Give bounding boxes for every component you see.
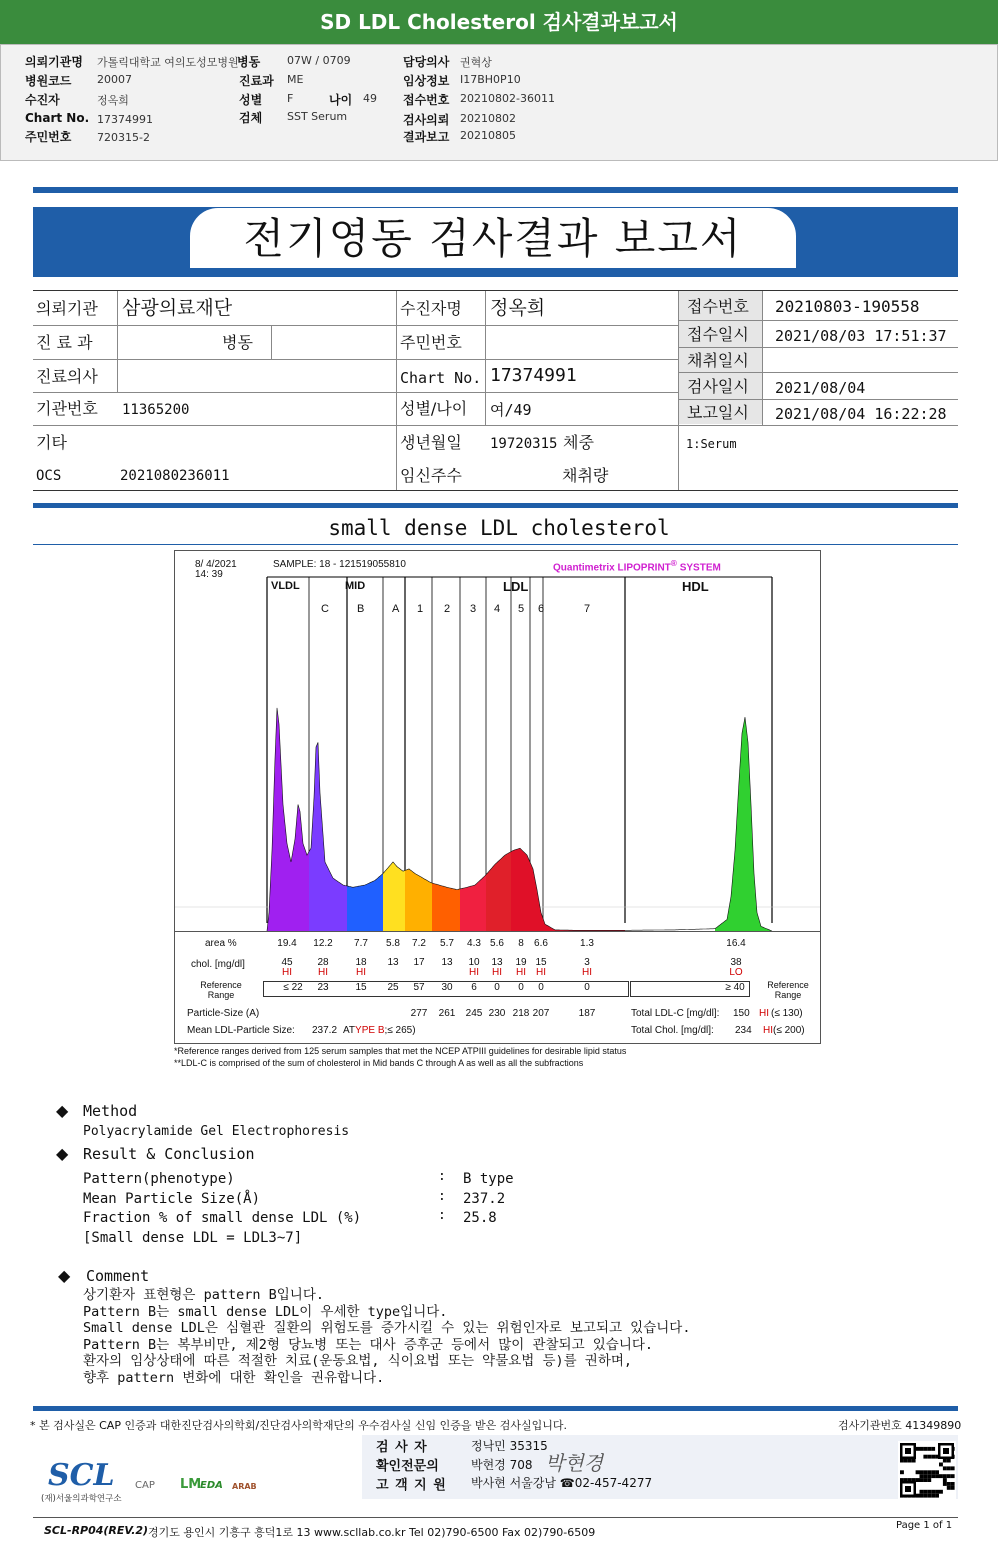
result-value: B type — [463, 1171, 514, 1187]
particle-size-value: 218 — [512, 1008, 530, 1019]
flag-value: HI — [492, 967, 502, 978]
field-value: 720315-2 — [97, 131, 150, 144]
band-label: 2 — [444, 603, 451, 615]
ref-range-right: Reference Range — [767, 980, 809, 1000]
chol-value: 13 — [491, 957, 503, 968]
method-text: Polyacrylamide Gel Electrophoresis — [83, 1124, 350, 1139]
particle-size-value: 230 — [488, 1008, 506, 1019]
chol-value: 17 — [413, 957, 425, 968]
table-rule — [33, 290, 958, 291]
field-label: 진료과 — [239, 74, 274, 88]
page-number: Page 1 of 1 — [896, 1520, 953, 1531]
comment-title: Comment — [86, 1267, 150, 1285]
band-area — [309, 742, 347, 931]
staff-panel — [362, 1435, 958, 1499]
chart-time: 14: 39 — [195, 569, 223, 580]
field-label: 병동 — [237, 55, 261, 69]
label-report-dt: 보고일시 — [687, 403, 749, 422]
chart-date: 8/ 4/2021 — [195, 559, 237, 570]
label-volume: 채취량 — [562, 466, 609, 485]
chart-brand-suffix: SYSTEM — [679, 562, 721, 574]
atype-suffix: ;≤ 265) — [384, 1025, 416, 1036]
label-sex-age: 성별/나이 — [400, 399, 468, 418]
chart-footnote-1: *Reference ranges derived from 125 serum samples that met the NCEP ATPIII guidelines for desirable lipid status — [174, 1046, 627, 1056]
label-weight: 체중 — [563, 433, 594, 452]
field-label: 주민번호 — [25, 130, 72, 144]
area-value: 5.6 — [490, 938, 504, 949]
band-area — [460, 875, 486, 931]
table-rule — [117, 291, 118, 392]
band-label: B — [357, 603, 365, 615]
table-rule — [678, 347, 958, 348]
band-area — [405, 869, 432, 931]
atype-prefix: AT — [343, 1025, 356, 1036]
chol-value: 15 — [535, 957, 547, 968]
ref-value: 15 — [355, 982, 367, 993]
field-value: F — [287, 92, 294, 105]
area-value: 4.3 — [467, 938, 481, 949]
diamond-icon: ◆ — [56, 1144, 69, 1163]
signature: 박현경 — [545, 1451, 603, 1475]
particle-size-value: 245 — [465, 1008, 483, 1019]
value-dept: 병동 — [222, 333, 253, 352]
label-institution: 의뢰기관 — [36, 299, 98, 318]
flag-value: HI — [536, 967, 546, 978]
footer-address: 경기도 용인시 기흥구 흥덕1로 13 www.scllab.co.kr Tel 02)790-6500 Fax 02)790-6509 — [148, 1526, 596, 1539]
eda-badge: EDA — [200, 1480, 223, 1491]
table-rule — [33, 325, 678, 326]
area-value: 1.3 — [580, 938, 594, 949]
table-rule — [678, 372, 958, 373]
row-label-size: Particle-Size (A) — [187, 1008, 260, 1019]
result-label: Mean Particle Size(Å) — [83, 1191, 261, 1207]
table-rule — [396, 291, 397, 490]
field-value: 20210802 — [460, 112, 516, 125]
chol-value: 45 — [281, 957, 293, 968]
qr-code-icon — [898, 1441, 956, 1499]
area-value: 19.4 — [277, 938, 297, 949]
field-label: 검사의뢰 — [403, 113, 450, 127]
section-title: small dense LDL cholesterol — [328, 516, 670, 540]
field-value: 20210805 — [460, 129, 516, 142]
ref-value: 57 — [413, 982, 425, 993]
table-rule — [678, 291, 679, 490]
field-value: SST Serum — [287, 110, 348, 123]
field-value: 20210802-36011 — [460, 92, 555, 105]
label-collect: 채취일시 — [687, 351, 749, 370]
staff-role: 검 사 자 — [376, 1440, 428, 1455]
value-specimen: 1:Serum — [686, 437, 737, 451]
banner-rule — [33, 187, 958, 193]
area-value: 5.8 — [386, 938, 400, 949]
chart-brand-name: Quantimetrix LIPOPRINT — [553, 562, 671, 574]
field-value: 07W / 0709 — [287, 54, 351, 67]
cert-note: * 본 검사실은 CAP 인증과 대한진단검사의학회/진단검사의학재단의 우수검사실 신임 인증을 받은 검사실입니다. — [30, 1419, 568, 1432]
chart-brand-mark: ® — [670, 558, 677, 568]
comment-line: Pattern B는 복부비만, 제2형 당뇨병 또는 대사 증후군 등에서 많이 관찰되고 있습니다. — [83, 1336, 654, 1353]
band-label: 6 — [538, 603, 545, 615]
field-label: 수진자 — [25, 93, 60, 107]
total-ldl-ref: (≤ 130) — [771, 1008, 803, 1019]
result-note: [Small dense LDL = LDL3~7] — [83, 1230, 303, 1246]
result-value: 25.8 — [463, 1210, 497, 1226]
mean-size: 237.2 — [312, 1025, 338, 1036]
table-rule — [678, 399, 958, 400]
ref-value: 23 — [317, 982, 329, 993]
value-chart-no: 17374991 — [490, 365, 577, 386]
area-value: 5.7 — [440, 938, 454, 949]
field-label: 임상정보 — [403, 74, 450, 88]
flag-value: HI — [582, 967, 592, 978]
method-title: Method — [83, 1102, 138, 1120]
band-area — [530, 862, 543, 931]
ref-value: 0 — [584, 982, 590, 993]
flag-value: HI — [516, 967, 526, 978]
atype-label — [343, 1025, 416, 1036]
field-value: ME — [287, 73, 304, 86]
result-sep: : — [438, 1169, 446, 1184]
field-label: 나이 — [329, 93, 353, 107]
report-title: 전기영동 검사결과 보고서 — [190, 208, 796, 268]
table-rule — [33, 359, 678, 360]
total-ldl-flag: HI — [759, 1008, 769, 1019]
result-value: 237.2 — [463, 1191, 506, 1207]
label-inst-no: 기관번호 — [36, 399, 98, 418]
ref-value: ≤ 22 — [283, 982, 303, 993]
comment-line: 환자의 임상상태에 따른 적절한 치료(운동요법, 식이요법 또는 약물요법 등)를 권하며, — [83, 1353, 633, 1370]
cap-badge: CAP — [135, 1480, 155, 1491]
total-ldl-label: Total LDL-C [mg/dl]: — [631, 1008, 720, 1019]
value-test-date: 2021/08/04 — [775, 379, 866, 397]
chol-value: 38 — [730, 957, 742, 968]
particle-size-value: 207 — [532, 1008, 550, 1019]
field-label: 접수번호 — [403, 93, 450, 107]
group-label: MID — [345, 580, 366, 592]
table-rule — [762, 291, 763, 425]
value-receipt-dt: 2021/08/03 17:51:37 — [775, 327, 947, 345]
result-sep: : — [438, 1189, 446, 1204]
band-label: 7 — [584, 603, 591, 615]
area-value: 6.6 — [534, 938, 548, 949]
ref-value: 30 — [441, 982, 453, 993]
document-title: SD LDL Cholesterol 검사결과보고서 — [0, 0, 998, 44]
comment-body — [83, 1287, 690, 1387]
hdl-peak — [715, 717, 772, 931]
band-area — [486, 852, 511, 931]
band-area — [347, 874, 383, 932]
chol-value: 13 — [441, 957, 453, 968]
scl-logo: SCL — [48, 1458, 115, 1493]
diamond-icon: ◆ — [58, 1266, 71, 1285]
group-label: HDL — [682, 579, 709, 594]
chol-value: 18 — [355, 957, 367, 968]
value-institution: 삼광의료재단 — [122, 297, 233, 319]
row-label-ref: Reference Range — [200, 980, 242, 1000]
table-rule — [33, 425, 958, 426]
result-label: Fraction % of small dense LDL (%) — [83, 1210, 362, 1226]
section-rule — [33, 503, 958, 508]
field-value: I17BH0P10 — [460, 73, 521, 86]
flag-value: LO — [729, 967, 743, 978]
label-ocs: OCS — [36, 468, 62, 484]
value-receipt-no: 20210803-190558 — [775, 297, 920, 316]
label-etc: 기타 — [36, 433, 67, 452]
label-receipt-dt: 접수일시 — [687, 325, 749, 344]
area-value: 8 — [518, 938, 524, 949]
total-chol-ref: (≤ 200) — [773, 1025, 805, 1036]
field-label: 검체 — [239, 111, 263, 125]
section-underline — [33, 544, 958, 545]
field-value: 20007 — [97, 73, 132, 86]
label-receipt-no: 접수번호 — [687, 297, 749, 316]
value-patient: 정옥희 — [490, 297, 546, 319]
result-label: Pattern(phenotype) — [83, 1171, 235, 1187]
label-chart-no: Chart No. — [400, 369, 482, 387]
ref-value: 0 — [518, 982, 524, 993]
field-label: Chart No. — [25, 111, 90, 125]
group-label: VLDL — [271, 580, 300, 592]
band-label: C — [321, 603, 329, 615]
field-label: 성별 — [239, 93, 263, 107]
label-patient: 수진자명 — [400, 299, 462, 318]
value-sex-age: 여/49 — [490, 401, 532, 419]
band-label: A — [392, 603, 400, 615]
form-code: SCL-RP04(REV.2) — [44, 1524, 149, 1537]
comment-line: 향후 pattern 변화에 대한 확인을 권유합니다. — [83, 1369, 385, 1386]
flag-value: HI — [356, 967, 366, 978]
field-value: 가톨릭대학교 여의도성모병원 — [97, 56, 239, 69]
staff-role: 고 객 지 원 — [376, 1478, 447, 1493]
table-rule — [33, 490, 958, 491]
comment-line: Small dense LDL은 심혈관 질환의 위험도를 증가시킬 수 있는 위험인자로 보고되고 있습니다. — [83, 1320, 691, 1337]
electrophoresis-chart — [174, 550, 821, 1044]
chol-value: 13 — [387, 957, 399, 968]
table-rule — [678, 320, 958, 321]
ref-value: ≥ 40 — [725, 982, 745, 993]
chart-sample: SAMPLE: 18 - 121519055810 — [273, 559, 406, 570]
flag-value: HI — [318, 967, 328, 978]
area-value: 7.2 — [412, 938, 426, 949]
field-value: 49 — [363, 92, 377, 105]
field-value: 권혁상 — [460, 56, 492, 69]
band-label: 5 — [518, 603, 525, 615]
result-title: Result & Conclusion — [83, 1145, 255, 1163]
staff-name: 정낙민 35315 — [471, 1439, 548, 1453]
value-report-dt: 2021/08/04 16:22:28 — [775, 405, 947, 423]
staff-name: 박현경 708 — [471, 1458, 533, 1472]
label-ssn: 주민번호 — [400, 333, 462, 352]
field-value: 정옥희 — [97, 94, 129, 107]
band-label: 1 — [417, 603, 424, 615]
label-doctor: 진료의사 — [36, 367, 98, 386]
total-chol-flag: HI — [763, 1025, 773, 1036]
request-info-panel — [0, 44, 998, 161]
label-preg: 임신주수 — [400, 466, 462, 485]
footer-rule — [33, 1406, 958, 1411]
flag-value: HI — [282, 967, 292, 978]
chol-value: 3 — [584, 957, 590, 968]
arab-badge: ARAB — [232, 1482, 257, 1491]
field-label: 결과보고 — [403, 130, 450, 144]
lm-badge: LM — [180, 1477, 202, 1492]
table-rule — [33, 392, 678, 393]
comment-line: 상기환자 표현형은 pattern B입니다. — [83, 1287, 324, 1303]
table-rule — [485, 291, 486, 425]
value-ocs: 2021080236011 — [120, 468, 230, 484]
ref-value: 25 — [387, 982, 399, 993]
value-inst-no: 11365200 — [122, 402, 190, 418]
flag-value: HI — [469, 967, 479, 978]
result-sep: : — [438, 1208, 446, 1223]
band-label: 4 — [494, 603, 501, 615]
band-label: 3 — [470, 603, 477, 615]
particle-size-value: 277 — [410, 1008, 428, 1019]
scl-logo-sub: (재)서울의과학연구소 — [41, 1494, 122, 1504]
chol-value: 10 — [468, 957, 480, 968]
ref-value: 6 — [471, 982, 477, 993]
table-rule — [271, 326, 272, 359]
footer-bottom-rule — [33, 1517, 958, 1518]
total-ldl-value: 150 — [733, 1008, 750, 1019]
row-label-mean: Mean LDL-Particle Size: — [187, 1025, 295, 1036]
particle-size-value: 187 — [578, 1008, 596, 1019]
ref-value: 0 — [494, 982, 500, 993]
label-dept: 진 료 과 — [36, 333, 93, 352]
band-area — [511, 848, 530, 931]
total-chol-label: Total Chol. [mg/dl]: — [631, 1025, 714, 1036]
chol-value: 28 — [317, 957, 329, 968]
group-label: LDL — [503, 579, 529, 594]
atype-value: YPE B — [355, 1025, 385, 1036]
area-value: 12.2 — [313, 938, 333, 949]
band-area — [432, 883, 460, 931]
chart-table-rule — [175, 931, 820, 932]
band-area — [383, 862, 405, 931]
row-label-area: area % — [205, 938, 237, 949]
chart-footnote-2: **LDL-C is comprised of the sum of cholesterol in Mid bands C through A as well as all the subfractions — [174, 1058, 584, 1068]
particle-size-value: 261 — [438, 1008, 456, 1019]
value-birth: 19720315 — [490, 436, 558, 452]
field-label: 담당의사 — [403, 55, 450, 69]
ref-value: 0 — [538, 982, 544, 993]
staff-role: 확인전문의 — [376, 1459, 439, 1474]
area-value: 7.7 — [354, 938, 368, 949]
diamond-icon: ◆ — [56, 1101, 69, 1120]
field-label: 병원코드 — [25, 74, 72, 88]
row-label-chol: chol. [mg/dl] — [191, 959, 245, 970]
band-area — [543, 918, 625, 931]
staff-name: 박사현 서울강남 ☎02-457-4277 — [471, 1476, 653, 1490]
label-birth: 생년월일 — [400, 433, 462, 452]
field-value: 17374991 — [97, 113, 153, 126]
total-chol-value: 234 — [735, 1025, 752, 1036]
lab-inst-no: 검사기관번호 41349890 — [838, 1419, 962, 1432]
area-value: 16.4 — [726, 938, 746, 949]
chol-value: 19 — [515, 957, 527, 968]
comment-line: Pattern B는 small dense LDL이 우세한 type입니다. — [83, 1303, 448, 1320]
field-label: 의뢰기관명 — [25, 55, 83, 69]
label-test-date: 검사일시 — [687, 377, 749, 396]
